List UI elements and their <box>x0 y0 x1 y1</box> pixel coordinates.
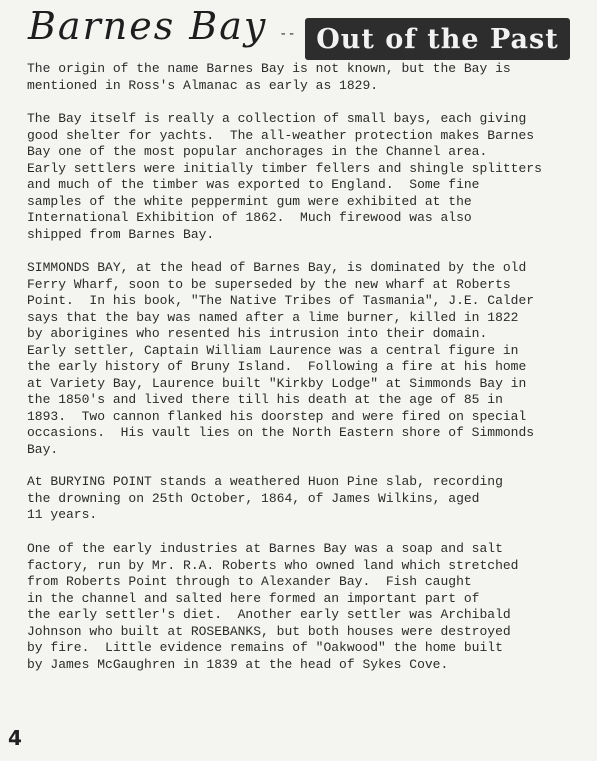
text-line: 1893. Two cannon flanked his doorstep and were fired on special <box>27 408 527 424</box>
text-line: Bay one of the most popular anchorages in the Channel area. <box>27 144 488 159</box>
text-line: in the channel and salted here formed an important part of <box>27 590 480 606</box>
text-line: by James McGaughren in 1839 at the head of Sykes Cove. <box>27 656 449 672</box>
text-line: The Bay itself is really a collection of small bays, each giving <box>27 111 527 126</box>
text-line: Early settlers were initially timber fellers and shingle splitters <box>27 160 542 176</box>
text-line: 11 years. <box>27 507 98 522</box>
text-line: at Variety Bay, Laurence built "Kirkby Lodge" at Simmonds Bay in <box>27 375 527 391</box>
text-line: SIMMONDS BAY, at the head of Barnes Bay, is dominated by the old <box>27 260 527 275</box>
text-line: samples of the white peppermint gum were exhibited at the <box>27 193 472 209</box>
text-line: says that the bay was named after a lime burner, killed in 1822 <box>27 309 519 325</box>
paragraph-origin <box>27 61 587 94</box>
text-line: Point. In his book, "The Native Tribes of Tasmania", J.E. Calder <box>27 293 535 308</box>
text-line: factory, run by Mr. R.A. Roberts who owned land which stretched <box>27 557 519 573</box>
text-line: by aborigines who resented his intrusion into their domain. <box>27 326 488 341</box>
banner-text: Out of the Past <box>316 23 559 55</box>
text-line: International Exhibition of 1862. Much firewood was also <box>27 210 472 225</box>
text-line: the drowning on 25th October, 1864, of James Wilkins, aged <box>27 490 480 506</box>
script-title: Barnes Bay <box>28 4 268 48</box>
text-line: One of the early industries at Barnes Bay was a soap and salt <box>27 541 503 556</box>
text-line: occasions. His vault lies on the North Eastern shore of Simmonds <box>27 425 535 440</box>
text-line: Ferry Wharf, soon to be superseded by the new wharf at Roberts <box>27 276 511 292</box>
section-banner <box>305 18 570 60</box>
paragraph-simmonds-bay <box>27 260 587 458</box>
text-line: Early settler, Captain William Laurence was a central figure in <box>27 342 519 358</box>
text-line: Johnson who built at ROSEBANKS, but both houses were destroyed <box>27 623 511 639</box>
text-line: good shelter for yachts. The all-weather protection makes Barnes <box>27 127 535 143</box>
text-line: shipped from Barnes Bay. <box>27 226 215 242</box>
text-line: the 1850's and lived there till his death at the age of 85 in <box>27 392 503 407</box>
text-line: from Roberts Point through to Alexander Bay. Fish caught <box>27 574 472 589</box>
text-line: Bay. <box>27 441 59 457</box>
text-line: the early history of Bruny Island. Following a fire at his home <box>27 359 527 374</box>
text-line: At BURYING POINT stands a weathered Huon Pine slab, recording <box>27 474 503 489</box>
text-line: by fire. Little evidence remains of "Oakwood" the home built <box>27 640 503 655</box>
page-number: 4 <box>8 726 22 750</box>
text-line: and much of the timber was exported to England. Some fine <box>27 177 480 192</box>
paragraph-industries <box>27 541 587 673</box>
text-line: The origin of the name Barnes Bay is not known, but the Bay is <box>27 61 511 76</box>
text-line: mentioned in Ross's Almanac as early as 1829. <box>27 77 379 93</box>
paragraph-bay <box>27 111 587 243</box>
title-dashes: -- <box>279 26 296 42</box>
paragraph-burying-point <box>27 474 587 524</box>
text-line: the early settler's diet. Another early settler was Archibald <box>27 607 511 622</box>
